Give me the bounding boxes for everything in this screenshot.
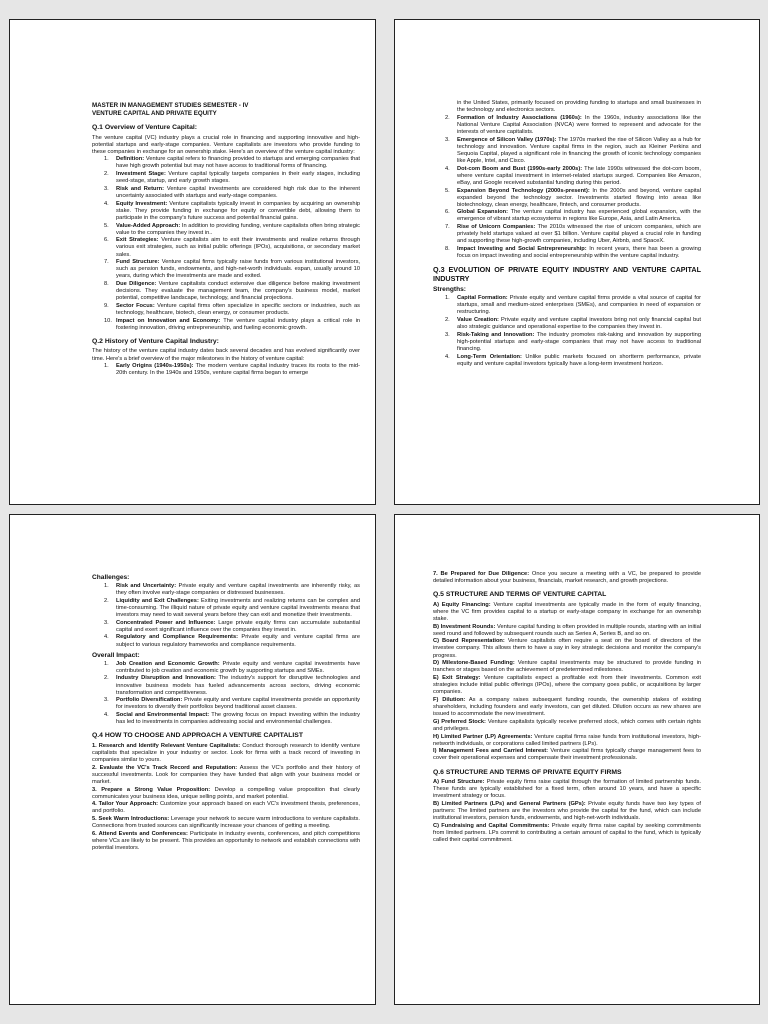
list-item: [92, 318, 360, 332]
paragraph-label: E) Exit Strategy:: [433, 675, 481, 681]
list-item-text: Private equity and venture capital investments provide an opportunity for investors to diversify their portfolios beyond traditional asset classes.: [116, 697, 360, 711]
paragraph-label: C) Board Representation:: [433, 638, 505, 645]
list-item-number: 2.: [104, 675, 109, 682]
list-item: [433, 100, 701, 114]
section-heading: Q.2 History of Venture Capital Industry:: [92, 337, 219, 345]
list-item-text: Venture capital refers to financing provided to startups and emerging companies that have high growth potential but may not have access to traditional forms of financing.: [116, 156, 360, 170]
list-item-number: 1.: [104, 583, 109, 589]
list-item-number: 2.: [445, 317, 450, 324]
paragraph: [433, 801, 701, 822]
paragraph: [433, 638, 701, 659]
list-item: [433, 246, 701, 260]
paragraph-label: B) Limited Partners (LPs) and General Partners (GPs):: [433, 800, 586, 807]
paragraph: [92, 816, 360, 830]
list-item: [92, 156, 360, 170]
paragraph-text: Venture capitalists often require a seat on the board of directors of the investee company. This allows them to have a say in key strategic decisions and monitor the company's progress.: [433, 638, 702, 659]
paragraph-label: 4. Tailor Your Approach:: [92, 801, 159, 808]
list-item-number: 8.: [104, 281, 109, 288]
list-item-text: in the United States, primarily focused on providing funding to startups and small businesses in the technology and electronics sectors.: [457, 100, 701, 114]
list-item-text: The growing focus on impact investing within the industry has led to investments in companies addressing social and environmental challenges.: [116, 712, 360, 726]
paragraph-text: Leverage your network to secure warm introductions to venture capitalists. Connections from trusted sources can significantly increase your chances of getting a meeting.: [92, 816, 360, 830]
paragraph-label: A) Fund Structure:: [433, 779, 485, 785]
paragraph-label: 5. Seek Warm Introductions:: [92, 816, 170, 823]
list-item-label: Concentrated Power and Influence:: [116, 619, 216, 626]
list-item-number: 3.: [445, 331, 450, 338]
subsection-heading: Strengths:: [433, 286, 466, 294]
list-item-text: Venture capital firms typically raise funds from various institutional investors, such as pension funds, endowments, and high-net-worth individuals. espan, usually around 10 years, during which the investments are made and exited.: [116, 259, 361, 280]
list-item-label: Portfolio Diversification:: [116, 697, 183, 704]
title-line: MASTER IN MANAGEMENT STUDIES SEMESTER - IV: [92, 102, 249, 109]
list-item-label: Risk and Uncertainty:: [116, 583, 177, 589]
list-item-label: Formation of Industry Associations (1960s):: [457, 114, 582, 121]
paragraph-text: Customize your approach based on each VC's investment thesis, preferences, and portfolio.: [92, 801, 360, 815]
list-item-number: 6.: [104, 237, 109, 244]
list-item-label: Industry Disruption and Innovation:: [116, 675, 216, 682]
list-item: [92, 186, 360, 200]
paragraph-label: F) Dilution:: [433, 696, 466, 703]
paragraph-label: C) Fundraising and Capital Commitments:: [433, 822, 550, 829]
numbered-list: [433, 100, 701, 260]
list-item-text: The venture capital industry plays a critical role in fostering innovation, driving entrepreneurship, and fueling economic growth.: [116, 317, 360, 331]
paragraph-label: A) Equity Financing:: [433, 601, 491, 608]
paragraph-text: Venture capital investments may be structured to provide funding in tranches or stages based on the achievement of predetermined milestones.: [433, 660, 701, 674]
paragraph-label: 7. Be Prepared for Due Diligence:: [433, 571, 530, 577]
list-item: [92, 697, 360, 711]
list-item: [433, 332, 701, 353]
document-title: [92, 102, 360, 118]
list-item-text: The venture capital industry has experienced global expansion, with the emergence of vibrant startup ecosystems in regions like Europe, Asia, and Latin America.: [457, 209, 701, 223]
list-item-text: Venture capitalists conduct extensive due diligence before making investment decisions. They evaluate the management team, the company's business model, market potential, competitive landscape, technology, and financial projections.: [116, 281, 360, 302]
paragraph: [433, 624, 701, 638]
section-heading: Q.4 HOW TO CHOOSE AND APPROACH A VENTURE CAPITALIST: [92, 732, 303, 740]
subsection-heading: Overall Impact:: [92, 651, 140, 659]
list-item-label: Risk and Return:: [116, 185, 165, 192]
list-item: [433, 354, 701, 368]
paragraph: [433, 779, 701, 800]
numbered-list: [92, 363, 360, 377]
list-item-number: 5.: [445, 187, 450, 194]
paragraph: [92, 348, 360, 362]
list-item-label: Dot-com Boom and Bust (1990s-early 2000s):: [457, 165, 583, 172]
list-item-text: Private equity and venture capital investments have contributed to job creation and economic growth by supporting startups and SMEs.: [116, 660, 360, 674]
document-page-1: [9, 19, 376, 505]
list-item-text: Private equity and venture capital firms are subject to various regulatory frameworks and compliance requirements.: [116, 634, 360, 648]
paragraph-text: Private equity funds have two key types of partners: The limited partners are the investors who provide the capital for the fund, which can include institutional investors, pension funds, endowments, and high-net-worth individuals.: [433, 800, 702, 822]
list-item: [92, 237, 360, 258]
list-item-label: Rise of Unicorn Companies:: [457, 224, 536, 231]
list-item-number: 2.: [104, 171, 109, 178]
paragraph: [433, 823, 701, 844]
list-item-label: Equity Investment:: [116, 200, 168, 207]
paragraph-label: 1. Research and Identify Relevant Venture Capitalists:: [92, 742, 241, 749]
paragraph-text: As a company raises subsequent funding rounds, the ownership stakes of existing shareholders, including founders and early investors, can get diluted. Dilution occurs as new shares are issued to accommodate the new investment.: [433, 696, 701, 718]
page-content: [92, 571, 360, 853]
subsection-heading: Challenges:: [92, 574, 130, 581]
list-item-label: Early Origins (1940s-1950s):: [116, 363, 194, 370]
list-item-number: 4.: [104, 712, 109, 719]
page-content: [92, 102, 360, 378]
document-page-3: [9, 514, 376, 1005]
paragraph: [433, 734, 701, 748]
list-item-text: Large private equity firms can accumulate substantial capital and exert significant influence over the companies they invest in.: [116, 619, 360, 633]
paragraph: [433, 697, 701, 718]
list-item-number: 5.: [104, 222, 109, 229]
list-item-text: The 2010s witnessed the rise of unicorn companies, which are privately held startups valued at over $1 billion. Venture capital played a crucial role in funding and supporting these high-growth companies, including Uber, Airbnb, and SpaceX.: [457, 224, 701, 245]
list-item-label: Capital Formation:: [457, 295, 508, 302]
paragraph-text: The history of the venture capital industry dates back several decades and has evolved significantly over time. Here's a brief overview of the major milestones in the history of venture capital:: [92, 348, 360, 362]
list-item: [92, 675, 360, 696]
paragraph-text: The venture capital (VC) industry plays a crucial role in financing and supporting innovative and high-potential startups and early-stage companies. Venture capitalists are investors who provide funding to these companies in exchange for an ownership stake. Here's an overview of the venture capital industry:: [92, 134, 360, 155]
list-item-number: 8.: [445, 246, 450, 253]
paragraph-label: 2. Evaluate the VC's Track Record and Reputation:: [92, 764, 238, 771]
list-item-label: Impact Investing and Social Entrepreneurship:: [457, 246, 587, 253]
document-page-4: [394, 514, 760, 1005]
paragraph-text: Venture capital firms typically charge management fees to cover their operational expenses and compensate their investment professionals.: [433, 748, 701, 762]
numbered-list: [92, 583, 360, 649]
list-item-number: 4.: [445, 353, 450, 360]
list-item-number: 3.: [445, 136, 450, 143]
list-item-number: 2.: [104, 597, 109, 604]
paragraph: [433, 660, 701, 674]
numbered-list: [92, 661, 360, 727]
paragraph: [433, 675, 701, 696]
list-item-number: 1.: [104, 660, 109, 667]
list-item-label: Risk-Taking and Innovation:: [457, 331, 535, 338]
list-item: [92, 223, 360, 237]
list-item-text: Private equity and venture capital firms provide a vital source of capital for startups, small and medium-sized enterprises (SMEs), and companies in need of expansion or restructuring.: [457, 295, 701, 316]
list-item-number: 10.: [104, 317, 112, 324]
list-item: [92, 303, 360, 317]
list-item: [433, 115, 701, 136]
list-item-text: Unlike public markets focused on shortterm performance, private equity and venture capital investors typically have a long-term investment horizon.: [457, 353, 701, 367]
list-item: [92, 201, 360, 222]
list-item-number: 2.: [445, 114, 450, 121]
list-item: [92, 598, 360, 619]
paragraph-label: B) Investment Rounds:: [433, 623, 496, 630]
list-item-label: Regulatory and Compliance Requirements:: [116, 634, 239, 641]
section-heading: Q.6 STRUCTURE AND TERMS OF PRIVATE EQUITY FIRMS: [433, 768, 622, 776]
list-item-number: 4.: [104, 634, 109, 641]
list-item-label: Investment Stage:: [116, 171, 166, 178]
paragraph-text: Venture capital funding is often provided in multiple rounds, starting with an initial seed round and followed by subsequent rounds such as Series A, Series B, and so on.: [433, 623, 702, 637]
page-content: [433, 100, 701, 369]
list-item: [92, 259, 360, 280]
paragraph-text: Once you secure a meeting with a VC, be prepared to provide detailed information about your business, financials, market research, and growth projections.: [433, 571, 702, 585]
list-item-number: 1.: [104, 363, 109, 370]
list-item: [433, 224, 701, 245]
list-item: [92, 620, 360, 634]
paragraph-text: Conduct thorough research to identify venture capitalists that specialize in your industry or sector. Look for firms with a track record of investing in companies similar to yours.: [92, 742, 360, 763]
paragraph-label: H) Limited Partner (LP) Agreements:: [433, 733, 533, 740]
list-item-label: Value Creation:: [457, 317, 499, 324]
paragraph-text: Assess the VC's portfolio and their history of successful investments. Look for companies they have funded that align with your business model or market.: [92, 764, 360, 785]
list-item-number: 7.: [445, 224, 450, 231]
paragraph: [92, 765, 360, 786]
list-item-label: Exit Strategies:: [116, 237, 159, 244]
list-item: [433, 209, 701, 223]
list-item-text: In the 2000s and beyond, venture capital expanded beyond the technology sector. Investments started flowing into areas like biotechnology, clean energy, healthcare, fintech, and consumer products.: [457, 187, 701, 208]
paragraph: [433, 748, 701, 762]
list-item-label: Fund Structure:: [116, 259, 160, 266]
list-item-number: 7.: [104, 259, 109, 266]
list-item-label: Liquidity and Exit Challenges:: [116, 597, 199, 604]
title-line: VENTURE CAPITAL AND PRIVATE EQUITY: [92, 110, 217, 117]
list-item-text: The late 1990s witnessed the dot-com boom, where venture capital investment in internet-related startups surged. Companies like Amazon, eBay, and Google received substantial funding during this period.: [457, 165, 701, 186]
list-item-label: Social and Environmental Impact:: [116, 712, 210, 719]
list-item-text: In addition to providing funding, venture capitalists often bring strategic value to the companies they invest in..: [116, 222, 360, 236]
list-item-text: The modern venture capital industry traces its roots to the mid-20th century. In the 1940s and 1950s, venture capital firms began to emerge: [116, 363, 360, 377]
page-content: [433, 571, 701, 845]
paragraph: [433, 602, 701, 623]
list-item: [92, 634, 360, 648]
list-item: [433, 137, 701, 165]
list-item-label: Sector Focus:: [116, 303, 155, 309]
list-item-number: 1.: [104, 156, 109, 163]
list-item-number: 6.: [445, 209, 450, 216]
list-item: [92, 171, 360, 185]
paragraph: [433, 719, 701, 733]
paragraph-text: Venture capital firms raise funds from institutional investors, high-networth individuals, or corporations called limited partners (LPs).: [433, 733, 701, 747]
paragraph-text: Venture capital investments are typically made in the form of equity financing, where the VC firm provides capital to a startup or early-stage company in exchange for an ownership stake.: [433, 601, 701, 622]
paragraph-text: Develop a compelling value proposition that clearly communicates your business idea, unique selling points, and market potential.: [92, 786, 360, 800]
list-item-text: Exiting investments and realizing returns can be complex and time-consuming. The illiquid nature of private equity and venture capital investments means that investors may need to wait several years before they can exit and monetize their investments.: [116, 597, 360, 618]
paragraph: [92, 135, 360, 156]
list-item-text: Private equity and venture capital investments are inherently risky, as they often involve early-stage companies or distressed businesses.: [116, 583, 360, 597]
paragraph: [92, 831, 360, 852]
list-item-label: Due Diligence:: [116, 281, 157, 288]
numbered-list: [92, 156, 360, 332]
paragraph: [433, 571, 701, 585]
list-item: [433, 295, 701, 316]
list-item-label: Long-Term Orientation:: [457, 353, 522, 360]
paragraph-text: Venture capitalists expect a profitable exit from their investments. Common exit strategies include initial public offerings (IPOs), where the company goes public, or acquisitions by larger companies.: [433, 675, 701, 696]
paragraph-text: Private equity firms raise capital by seeking commitments from limited partners. LPs commit to contributing a certain amount of capital to the fund, which is typically called their capital commitment.: [433, 822, 701, 843]
paragraph-label: D) Milestone-Based Funding:: [433, 660, 515, 667]
list-item-text: Venture capitalists aim to exit their investments and realize returns through various exit strategies, such as initial public offerings (IPOs), acquisitions, or secondary market sales.: [116, 237, 360, 258]
document-page-2: [394, 19, 760, 505]
list-item: [433, 188, 701, 209]
list-item-number: 1.: [445, 295, 450, 302]
list-item-label: Job Creation and Economic Growth:: [116, 660, 220, 667]
list-item-text: The 1970s marked the rise of Silicon Valley as a hub for technology and innovation. Venture capital firms in the region, such as Kleiner Perkins and Sequoia Capital, played a significant role in financing the growth of iconic technology companies like Apple, Intel, and Cisco.: [457, 136, 701, 164]
list-item-text: Venture capital typically targets companies in their early stages, including seed-stage, startup, and early growth stages.: [116, 171, 360, 185]
list-item-text: Venture capital investments are considered high risk due to the inherent uncertainty associated with startups and early-stage companies.: [116, 185, 360, 200]
list-item-label: Value-Added Approach:: [116, 222, 181, 229]
list-item-text: Venture capitalists typically invest in companies by acquiring an ownership stake. They provide funding in exchange for equity or convertible debt, allowing them to participate in the company's future success and potential financial gains.: [116, 200, 360, 221]
list-item-text: In the 1960s, industry associations like the National Venture Capital Association (NVCA) were formed to represent and advocate for the interests of venture capitalists.: [457, 114, 701, 135]
list-item: [92, 712, 360, 726]
list-item: [92, 363, 360, 377]
list-item-number: 4.: [445, 165, 450, 172]
list-item: [92, 281, 360, 302]
list-item-label: Global Expansion:: [457, 209, 509, 216]
paragraph-text: Participate in industry events, conferences, and pitch competitions where VCs are likely to be present. This provides an opportunity to network and establish connections with potential investors.: [92, 830, 361, 852]
section-heading: Q.3 EVOLUTION OF PRIVATE EQUITY INDUSTRY AND VENTURE CAPITAL INDUSTRY: [433, 265, 701, 283]
list-item-label: Definition:: [116, 156, 145, 163]
list-item-number: 4.: [104, 200, 109, 207]
paragraph-label: 6. Attend Events and Conferences:: [92, 830, 188, 837]
paragraph-text: Private equity firms raise capital through the formation of limited partnership funds. These funds are typically established for a fixed term, often around 10 years, and have a specific investment strategy or focus.: [433, 779, 701, 800]
list-item-number: 3.: [104, 185, 109, 192]
paragraph-label: 3. Prepare a Strong Value Proposition:: [92, 786, 211, 793]
list-item-text: The industry promotes risk-taking and innovation by supporting high-potential startups and early-stage companies that may not have access to traditional financing.: [457, 331, 701, 353]
paragraph-label: G) Preferred Stock:: [433, 718, 486, 725]
list-item-text: The industry's support for disruptive technologies and innovative business models has fueled advancements across sectors, driving economic transformation and competitiveness.: [116, 675, 361, 696]
list-item-label: Impact on Innovation and Economy:: [116, 317, 221, 324]
list-item-text: Venture capital firms often specialize in specific sectors or industries, such as technology, healthcare, biotech, clean energy, or consumer products.: [116, 303, 360, 317]
list-item-number: 3.: [104, 619, 109, 626]
list-item-label: Emergence of Silicon Valley (1970s):: [457, 136, 557, 143]
list-item-text: In recent years, there has been a growing focus on impact investing and social entrepreneurship within the venture capital industry.: [457, 246, 701, 260]
paragraph-text: Venture capitalists typically receive preferred stock, which comes with certain rights and privileges.: [433, 718, 701, 732]
paragraph: [92, 743, 360, 764]
section-heading: Q.5 STRUCTURE AND TERMS OF VENTURE CAPITAL: [433, 591, 607, 599]
section-heading: Q.1 Overview of Venture Capital:: [92, 124, 198, 131]
paragraph-label: I) Management Fees and Carried Interest:: [433, 748, 549, 755]
list-item-text: Private equity and venture capital investors bring not only financial capital but also strategic guidance and operational expertise to the companies they invest in.: [457, 317, 701, 331]
list-item-label: Expansion Beyond Technology (2000s-present):: [457, 187, 590, 194]
list-item: [433, 166, 701, 187]
numbered-list: [433, 295, 701, 368]
list-item: [92, 583, 360, 597]
paragraph: [92, 787, 360, 801]
list-item-number: 3.: [104, 697, 109, 704]
paragraph: [92, 801, 360, 815]
list-item: [92, 661, 360, 675]
list-item: [433, 317, 701, 331]
list-item-number: 9.: [104, 303, 109, 309]
